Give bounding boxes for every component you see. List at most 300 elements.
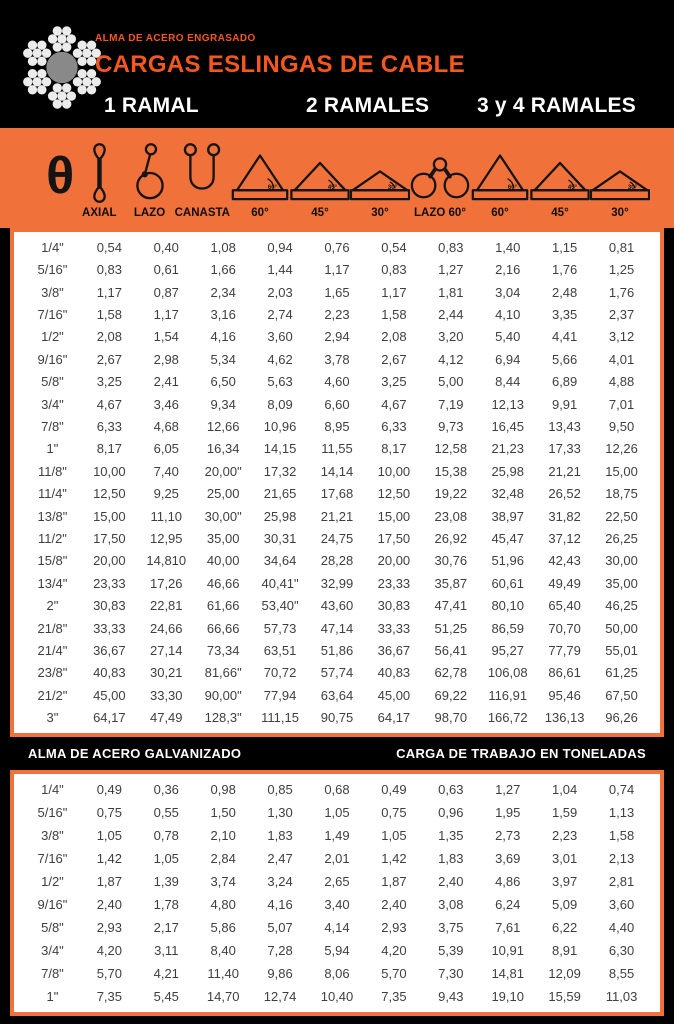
table-cell: 17,26 [149, 575, 183, 591]
table-cell: 6,24 [495, 897, 521, 912]
table-cell: 166,72 [487, 710, 528, 726]
column-label: LAZO 60° [414, 207, 466, 219]
table-cell: 2,40 [96, 897, 123, 912]
table-cell: 51,86 [320, 643, 354, 659]
table-cell: 16,45 [491, 418, 524, 434]
table-cell: 2,37 [608, 306, 635, 322]
table-cell: 22,50 [605, 508, 638, 524]
table-cell: 8,55 [608, 966, 635, 981]
table-cell: 9,25 [153, 486, 179, 502]
basket-sling-icon [180, 142, 224, 204]
table-cell: 36,67 [93, 643, 126, 659]
table-cell: 4,68 [153, 418, 179, 434]
table-cell: 31,82 [548, 508, 581, 524]
table-cell: 5,63 [267, 374, 293, 390]
table-cell: 1,58 [381, 306, 407, 322]
triangle-60-icon [230, 152, 290, 204]
table-cell: 45,47 [491, 530, 524, 546]
table-cell: 5,70 [381, 966, 407, 981]
table-cell: 1,95 [495, 805, 521, 820]
table-cell: 49,49 [548, 575, 581, 591]
table-cell: 55,01 [605, 643, 638, 659]
table-cell: 1,49 [324, 828, 350, 843]
table-cell: 0,87 [153, 284, 179, 300]
table-cell: 60,61 [491, 575, 524, 591]
table-cell: 8,95 [324, 418, 350, 434]
triangle-30-icon [350, 152, 410, 204]
table-cell: 6,33 [381, 418, 407, 434]
table-cell: 2,34 [210, 284, 236, 300]
table-cell: 61,25 [605, 665, 638, 681]
table-cell: 7,28 [267, 943, 293, 958]
table-cell: 0,75 [96, 805, 123, 820]
triangle-45-icon [530, 152, 590, 204]
row-size-label: 1/2" [41, 874, 64, 889]
table-cell: 9,86 [267, 966, 293, 981]
table-cell: 26,52 [548, 486, 581, 502]
table-cell: 1,35 [438, 828, 464, 843]
table-cell: 0,55 [153, 805, 179, 820]
table-row [24, 985, 650, 1008]
table-cell: 2,94 [324, 329, 350, 345]
table-cell: 0,83 [438, 239, 464, 255]
table-cell: 1,17 [96, 284, 123, 300]
table-cell: 4,60 [324, 374, 350, 390]
table-cell: 3,11 [154, 943, 179, 958]
table-cell: 0,54 [381, 239, 407, 255]
table-cell: 7,35 [381, 989, 407, 1004]
table-row [24, 236, 650, 258]
table-cell: 0,63 [438, 782, 464, 797]
table-cell: 4,88 [608, 374, 635, 390]
table-cell: 30,76 [434, 553, 468, 569]
table-row [24, 460, 650, 482]
table-cell: 63,64 [320, 687, 354, 703]
table-cell: 1,78 [153, 897, 179, 912]
table-row [24, 572, 650, 594]
table-cell: 2,73 [495, 828, 521, 843]
row-size-label: 1/4" [41, 782, 64, 797]
table-cell: 20,00 [93, 553, 126, 569]
table-cell: 4,01 [608, 351, 635, 367]
table-cell: 1,27 [495, 782, 521, 797]
row-size-label: 7/16" [37, 851, 68, 866]
table-row [24, 370, 650, 392]
table-cell: 86,59 [491, 620, 524, 636]
column-header-30 [350, 128, 410, 228]
table-cell: 10,91 [491, 943, 524, 958]
table-cell: 30,00 [605, 553, 638, 569]
table-cell: 111,15 [261, 710, 299, 726]
table-cell: 30,21 [149, 665, 183, 681]
table-cell: 5,09 [551, 897, 578, 912]
table-cell: 32,48 [491, 486, 524, 502]
table-cell: 45,00 [377, 687, 411, 703]
table-cell: 1,76 [608, 284, 635, 300]
table-cell: 37,12 [548, 530, 581, 546]
table-cell: 26,25 [605, 530, 638, 546]
table-cell: 80,10 [491, 598, 524, 614]
table-cell: 36,67 [377, 643, 411, 659]
table-cell: 21,21 [548, 463, 581, 479]
table-row [24, 639, 650, 661]
table-cell: 106,08 [487, 665, 528, 681]
table-cell: 2,08 [96, 329, 123, 345]
table-row [24, 415, 650, 437]
table-cell: 0,40 [153, 239, 179, 255]
table-cell: 2,47 [267, 851, 293, 866]
table-cell: 5,34 [210, 351, 236, 367]
table-cell: 7,61 [495, 920, 521, 935]
table-cell: 17,32 [263, 463, 297, 479]
table-cell: 38,97 [491, 508, 524, 524]
table-row [24, 303, 650, 325]
column-label: 60° [251, 207, 269, 219]
table-cell: 46,25 [605, 598, 638, 614]
table-cell: 0,74 [608, 782, 635, 797]
table-cell: 43,60 [320, 598, 354, 614]
table-cell: 9,34 [210, 396, 236, 412]
table-cell: 81,66" [204, 665, 242, 681]
row-size-label: 11/2" [37, 530, 67, 546]
table-row [24, 258, 650, 280]
table-row [24, 778, 650, 801]
row-size-label: 1" [46, 441, 59, 457]
table-cell: 1,83 [267, 828, 293, 843]
table-cell: 12,74 [263, 989, 297, 1004]
table-cell: 0,83 [96, 262, 123, 278]
table-cell: 8,40 [210, 943, 236, 958]
section-titles [0, 94, 674, 126]
table-cell: 6,05 [153, 441, 179, 457]
table-cell: 7,01 [608, 396, 635, 412]
table-cell: 0,94 [267, 239, 293, 255]
table-cell: 2,01 [324, 851, 350, 866]
table-cell: 40,83 [93, 665, 126, 681]
row-size-label: 13/4" [37, 575, 68, 591]
table-row [24, 505, 650, 527]
table-cell: 11,10 [150, 508, 183, 524]
column-header-60 [230, 128, 290, 228]
angle-label: 60° [267, 185, 277, 191]
table-cell: 3,60 [608, 897, 635, 912]
table-cell: 2,40 [438, 874, 464, 889]
table-cell: 26,92 [434, 530, 468, 546]
table-cell: 1,04 [551, 782, 578, 797]
galvanized-core-load-table [10, 770, 664, 1016]
table-row [24, 527, 650, 549]
table-cell: 1,15 [551, 239, 578, 255]
table-row [24, 326, 650, 348]
table-cell: 13,43 [548, 418, 581, 434]
row-size-label: 11/4" [37, 486, 67, 502]
table-cell: 77,79 [548, 643, 581, 659]
column-header-60-multi [470, 128, 530, 228]
table-cell: 2,93 [96, 920, 123, 935]
table-cell: 24,66 [149, 620, 183, 636]
table-cell: 10,40 [320, 989, 354, 1004]
table-cell: 3,01 [551, 851, 578, 866]
table-cell: 70,72 [263, 665, 297, 681]
table-cell: 10,96 [263, 418, 297, 434]
table-cell: 14,810 [146, 553, 187, 569]
table-cell: 0,98 [210, 782, 236, 797]
section-title-1-ramal: 1 RAMAL [104, 94, 199, 117]
table-cell: 14,70 [206, 989, 240, 1004]
table-cell: 25,98 [263, 508, 297, 524]
table-cell: 70,70 [548, 620, 581, 636]
table-cell: 73,34 [206, 643, 240, 659]
table-row [24, 393, 650, 415]
row-size-label: 23/8" [37, 665, 68, 681]
table-cell: 0,81 [608, 239, 635, 255]
table-cell: 21,23 [491, 441, 524, 457]
table-cell: 128,3" [204, 710, 242, 726]
table-cell: 6,22 [551, 920, 578, 935]
triangle-60-icon [470, 152, 530, 204]
table-cell: 4,14 [324, 920, 350, 935]
table-cell: 3,69 [495, 851, 521, 866]
table-cell: 35,87 [434, 575, 468, 591]
table-cell: 7,19 [438, 396, 464, 412]
table-cell: 19,10 [491, 989, 524, 1004]
table-cell: 8,09 [267, 396, 293, 412]
table-cell: 4,62 [267, 351, 293, 367]
divider-left-label: ALMA DE ACERO GALVANIZADO [28, 746, 242, 761]
angle-label: 45° [327, 185, 337, 191]
double-choker-icon [410, 152, 470, 204]
table-cell: 5,86 [210, 920, 236, 935]
table-cell: 2,40 [381, 897, 407, 912]
table-cell: 2,67 [96, 351, 123, 367]
column-label: 30° [611, 207, 629, 219]
table-row [24, 801, 650, 824]
table-cell: 2,03 [267, 284, 293, 300]
table-cell: 15,00 [93, 508, 126, 524]
table-cell: 116,91 [488, 687, 528, 703]
row-size-label: 7/8" [41, 418, 64, 434]
table-row [24, 893, 650, 916]
table-cell: 40,41" [261, 575, 299, 591]
table-cell: 90,75 [320, 710, 354, 726]
table-cell: 1,42 [381, 851, 407, 866]
table-cell: 17,68 [320, 486, 354, 502]
row-size-label: 3/4" [41, 396, 64, 412]
table-cell: 47,14 [320, 620, 354, 636]
table-cell: 3,25 [96, 374, 123, 390]
table-cell: 5,66 [551, 351, 578, 367]
triangle-30-icon [590, 152, 650, 204]
table-cell: 22,81 [149, 598, 183, 614]
table-cell: 2,16 [495, 262, 521, 278]
table-cell: 42,43 [548, 553, 581, 569]
table-cell: 2,23 [551, 828, 578, 843]
row-size-label: 7/8" [41, 966, 64, 981]
angle-label: 45° [567, 185, 577, 191]
table-cell: 0,75 [381, 805, 407, 820]
table-cell: 1,44 [267, 262, 293, 278]
table-cell: 86,61 [548, 665, 581, 681]
table-cell: 63,51 [263, 643, 297, 659]
table-cell: 4,40 [608, 920, 635, 935]
table-cell: 1,81 [438, 284, 464, 300]
table-cell: 3,60 [267, 329, 293, 345]
table-cell: 3,25 [381, 374, 407, 390]
table-cell: 17,50 [93, 530, 126, 546]
column-header-axial [74, 128, 124, 228]
page-title: CARGAS ESLINGAS DE CABLE [95, 51, 465, 78]
table-cell: 5,94 [324, 943, 350, 958]
table-cell: 1,76 [551, 262, 578, 278]
row-size-label: 3/8" [41, 828, 64, 843]
table-cell: 1,54 [153, 329, 179, 345]
table-row [24, 847, 650, 870]
section-title-3-4-ramales: 3 y 4 RAMALES [477, 94, 636, 117]
angle-label: 60° [507, 185, 517, 191]
table-cell: 16,34 [206, 441, 240, 457]
table-cell: 1,50 [210, 805, 236, 820]
table-cell: 2,84 [210, 851, 236, 866]
table-cell: 6,60 [324, 396, 350, 412]
table-cell: 0,54 [96, 239, 123, 255]
table-cell: 2,08 [381, 329, 407, 345]
choker-sling-icon [134, 142, 166, 204]
table-cell: 25,98 [491, 463, 524, 479]
column-label: 45° [311, 207, 329, 219]
table-cell: 57,74 [320, 665, 354, 681]
column-label: 60° [491, 207, 509, 219]
table-cell: 7,35 [96, 989, 123, 1004]
table-cell: 10,00 [377, 463, 411, 479]
row-size-label: 5/16" [37, 805, 68, 820]
table-cell: 3,04 [495, 284, 521, 300]
row-size-label: 2" [46, 598, 59, 614]
table-cell: 3,74 [210, 874, 236, 889]
table-cell: 17,50 [377, 530, 411, 546]
table-cell: 12,66 [206, 418, 240, 434]
table-row [24, 438, 650, 460]
column-label: AXIAL [82, 207, 117, 219]
table-cell: 56,41 [434, 643, 468, 659]
table-cell: 1,05 [381, 828, 407, 843]
table-row [24, 482, 650, 504]
row-size-label: 1" [46, 989, 59, 1004]
table-cell: 4,86 [495, 874, 521, 889]
table-cell: 35,00 [605, 575, 638, 591]
table-cell: 69,22 [434, 687, 468, 703]
table-cell: 4,67 [381, 396, 407, 412]
row-size-label: 3" [46, 710, 59, 726]
table-cell: 8,44 [495, 374, 521, 390]
table-cell: 15,00 [605, 463, 638, 479]
table-cell: 53,40" [261, 598, 299, 614]
table-cell: 2,65 [324, 874, 350, 889]
table-cell: 11,03 [605, 989, 638, 1004]
table-cell: 1,17 [324, 262, 350, 278]
table-cell: 18,75 [605, 486, 638, 502]
table-cell: 2,17 [153, 920, 179, 935]
table-cell: 14,81 [491, 966, 524, 981]
table-cell: 1,59 [551, 805, 578, 820]
table-cell: 1,58 [96, 306, 123, 322]
column-header-lazo [124, 128, 174, 228]
row-size-label: 15/8" [37, 553, 68, 569]
table-cell: 47,49 [149, 710, 183, 726]
table-cell: 9,91 [551, 396, 578, 412]
table-cell: 12,58 [434, 441, 468, 457]
row-size-label: 5/16" [37, 262, 68, 278]
table-cell: 1,87 [96, 874, 123, 889]
table-cell: 12,26 [605, 441, 638, 457]
table-cell: 3,35 [551, 306, 578, 322]
table-cell: 5,00 [438, 374, 464, 390]
table-cell: 3,75 [438, 920, 464, 935]
table-row [24, 916, 650, 939]
table-cell: 30,31 [263, 530, 297, 546]
table-cell: 2,41 [153, 374, 179, 390]
table-cell: 6,89 [551, 374, 578, 390]
table-cell: 4,16 [267, 897, 293, 912]
column-label: 30° [371, 207, 389, 219]
table-cell: 3,16 [210, 306, 236, 322]
column-header-canasta [175, 128, 230, 228]
table-cell: 1,05 [324, 805, 350, 820]
table-cell: 4,16 [210, 329, 236, 345]
table-cell: 1,30 [267, 805, 293, 820]
table-cell: 1,25 [608, 262, 635, 278]
table-cell: 19,22 [434, 486, 468, 502]
table-cell: 51,96 [491, 553, 524, 569]
table-cell: 40,00 [206, 553, 240, 569]
table-cell: 3,08 [438, 897, 464, 912]
column-label: 45° [551, 207, 569, 219]
table-cell: 0,36 [153, 782, 179, 797]
table-cell: 6,30 [608, 943, 635, 958]
table-cell: 30,83 [93, 598, 126, 614]
table-row [24, 824, 650, 847]
table-cell: 21,65 [263, 486, 297, 502]
table-cell: 3,46 [153, 396, 179, 412]
table-cell: 3,97 [551, 874, 578, 889]
table-cell: 1,13 [608, 805, 635, 820]
table-cell: 4,20 [381, 943, 407, 958]
table-cell: 65,40 [548, 598, 581, 614]
table-cell: 1,08 [210, 239, 236, 255]
table-cell: 0,83 [381, 262, 407, 278]
table-cell: 4,20 [96, 943, 123, 958]
column-header-30-multi [590, 128, 650, 228]
column-header-band [0, 128, 674, 228]
table-cell: 5,40 [495, 329, 521, 345]
table-cell: 46,66 [206, 575, 240, 591]
table-cell: 2,13 [608, 851, 635, 866]
table-cell: 23,08 [434, 508, 468, 524]
table-cell: 8,17 [96, 441, 123, 457]
column-header-lazo-60 [410, 128, 470, 228]
table-cell: 2,67 [381, 351, 407, 367]
table-cell: 33,33 [377, 620, 411, 636]
table-cell: 50,00 [605, 620, 638, 636]
table-row [24, 348, 650, 370]
table-cell: 11,40 [207, 966, 239, 981]
table-cell: 1,05 [153, 851, 179, 866]
table-cell: 7,40 [153, 463, 179, 479]
table-cell: 0,76 [324, 239, 350, 255]
table-cell: 40,83 [377, 665, 411, 681]
angle-label: 30° [627, 185, 637, 191]
table-cell: 10,00 [93, 463, 126, 479]
table-cell: 23,33 [93, 575, 126, 591]
